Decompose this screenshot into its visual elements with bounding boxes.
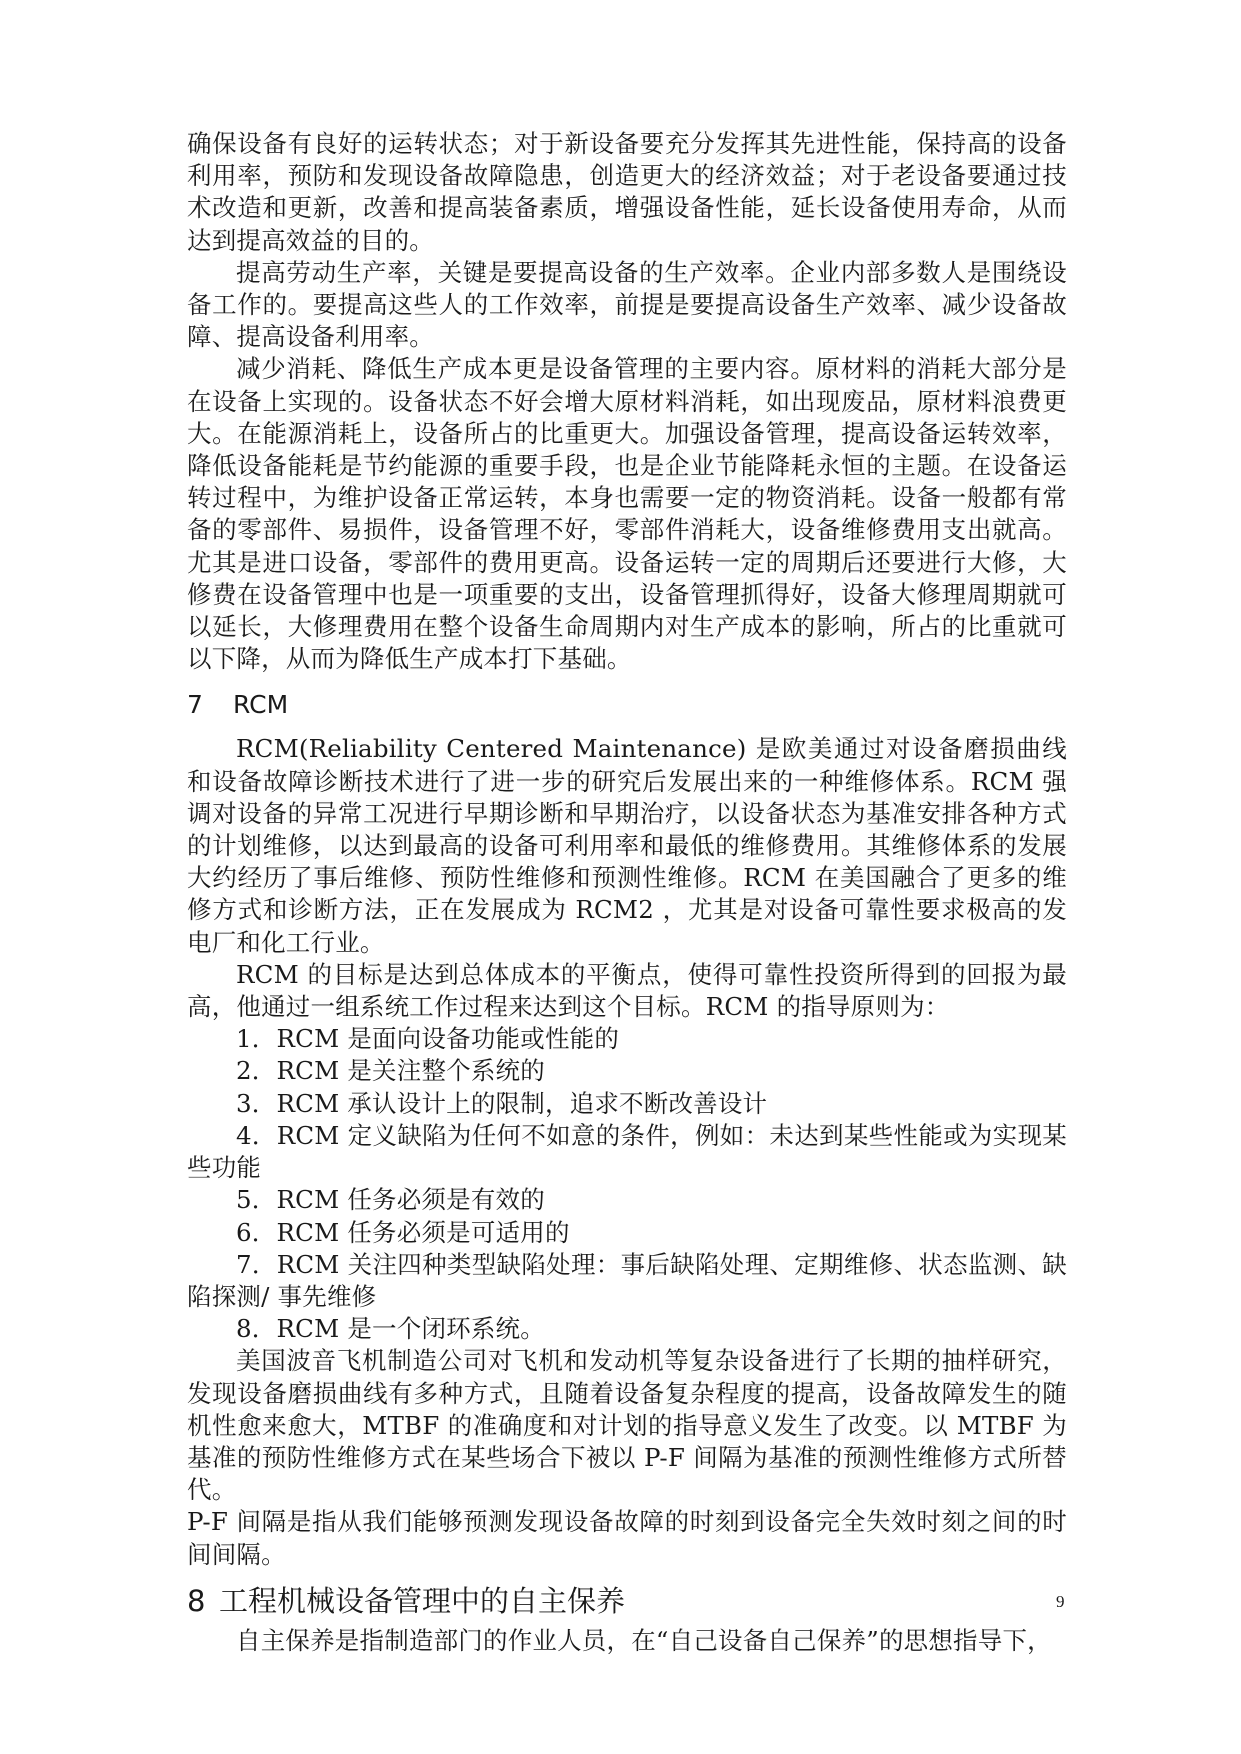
principle-item-3: 3．RCM 承认设计上的限制，追求不断改善设计	[236, 1088, 768, 1118]
section-7-intro-0: RCM(Reliability Centered Maintenance) 是欧美通过对设备磨损曲线和设备故障诊断技术进行了进一步的研究后发展出来的一种维修体系。RCM 强调对设备的异常工况进行早期诊断和早期治疗，以设备状态为基准安排各种方式的计划维修，以达到最高的设备可利用率和最低的维修费用。其维修体系的发展大约经历了事后维修、预防性维修和预测性维修。RCM 在美国融合了更多的维修方式和诊断方法，正在发展成为 RCM2 ，尤其是对设备可靠性要求极高的发电厂和化工行业。	[187, 734, 1067, 957]
principle-item-8: 8．RCM 是一个闭环系统。	[236, 1314, 545, 1344]
page-number: 9	[1056, 1592, 1065, 1611]
principle-item-6: 6．RCM 任务必须是可适用的	[236, 1217, 570, 1247]
principle-item-2: 2．RCM 是关注整个系统的	[236, 1056, 545, 1086]
section-7-closing-0: 美国波音飞机制造公司对飞机和发动机等复杂设备进行了长期的抽样研究，发现设备磨损曲线有多种方式，且随着设备复杂程度的提高，设备故障发生的随机性愈来愈大，MTBF 的准确度和对计划的指导意义发生了改变。以 MTBF 为基准的预防性维修方式在某些场合下被以 P-F 间隔为基准的预测性维修方式所替代。	[187, 1346, 1067, 1505]
section-8-heading	[187, 1583, 1067, 1619]
section-7-intro-1: RCM 的目标是达到总体成本的平衡点，使得可靠性投资所得到的回报为最高，他通过一组系统工作过程来达到这个目标。RCM 的指导原则为：	[187, 959, 1067, 1022]
section-8-number: 8	[187, 1583, 206, 1618]
section-8-intro: 自主保养是指制造部门的作业人员，在“自己设备自己保养”的思想指导下，	[236, 1625, 1052, 1655]
section-7-closing-1: P-F 间隔是指从我们能够预测发现设备故障的时刻到设备完全失效时刻之间的时间间隔。	[187, 1507, 1067, 1569]
principle-item-5: 5．RCM 任务必须是有效的	[236, 1185, 545, 1215]
section-7-number: 7	[187, 690, 203, 720]
principle-item-7: 7．RCM 关注四种类型缺陷处理：事后缺陷处理、定期维修、状态监测、缺陷探测/ 事先维修	[187, 1249, 1067, 1311]
principle-item-4: 4．RCM 定义缺陷为任何不如意的条件，例如：未达到某些性能或为实现某些功能	[187, 1120, 1067, 1183]
principle-item-1: 1．RCM 是面向设备功能或性能的	[236, 1024, 620, 1054]
section-7-title: RCM	[233, 690, 289, 720]
paragraph-top-0: 确保设备有良好的运转状态；对于新设备要充分发挥其先进性能，保持高的设备利用率，预防和发现设备故障隐患，创造更大的经济效益；对于老设备要通过技术改造和更新，改善和提高装备素质，增强设备性能，延长设备使用寿命，从而达到提高效益的目的。	[187, 129, 1067, 255]
document-page	[187, 128, 1067, 1657]
paragraph-top-1: 提高劳动生产率，关键是要提高设备的生产效率。企业内部多数人是围绕设备工作的。要提高这些人的工作效率，前提是要提高设备生产效率、减少设备故障、提高设备利用率。	[187, 257, 1067, 352]
paragraph-top-2: 减少消耗、降低生产成本更是设备管理的主要内容。原材料的消耗大部分是在设备上实现的。设备状态不好会增大原材料消耗，如出现废品，原材料浪费更大。在能源消耗上，设备所占的比重更大。加强设备管理，提高设备运转效率，降低设备能耗是节约能源的重要手段，也是企业节能降耗永恒的主题。在设备运转过程中，为维护设备正常运转，本身也需要一定的物资消耗。设备一般都有常备的零部件、易损件，设备管理不好，零部件消耗大，设备维修费用支出就高。尤其是进口设备，零部件的费用更高。设备运转一定的周期后还要进行大修，大修费在设备管理中也是一项重要的支出，设备管理抓得好，设备大修理周期就可以延长，大修理费用在整个设备生命周期内对生产成本的影响，所占的比重就可以下降，从而为降低生产成本打下基础。	[187, 354, 1067, 674]
section-7-heading	[187, 689, 1067, 721]
section-8-title: 工程机械设备管理中的自主保养	[219, 1583, 626, 1618]
